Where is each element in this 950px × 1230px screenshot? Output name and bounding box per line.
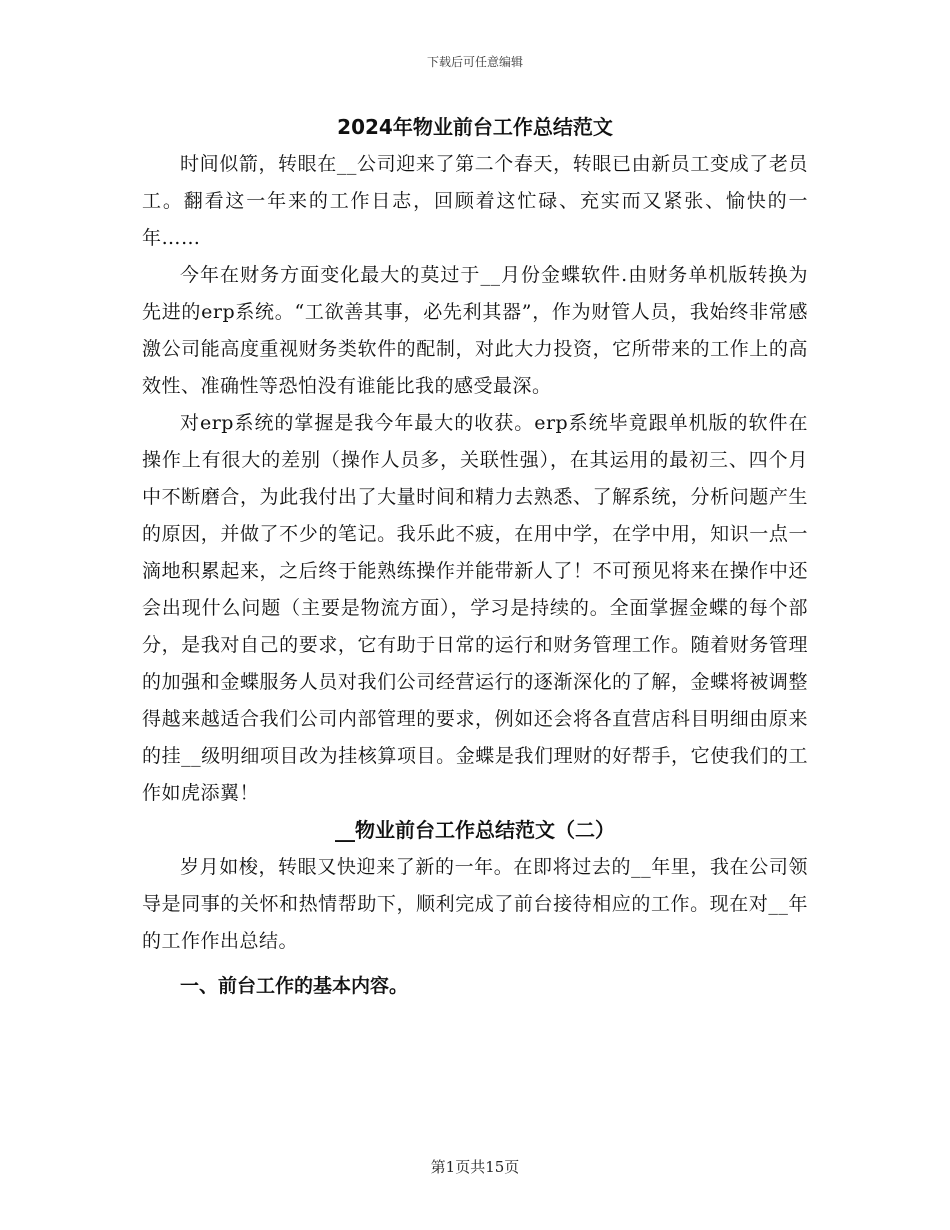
- page-number: 第1页共15页: [430, 1158, 520, 1176]
- header-note: 下载后可任意编辑: [426, 55, 523, 69]
- paragraph: 时间似箭，转眼在__公司迎来了第二个春天，转眼已由新员工变成了老员工。翻看这一年来的工作日志，回顾着这忙碌、充实而又紧张、愉快的一年……: [142, 153, 808, 249]
- section-heading: 一、前台工作的基本内容。: [180, 975, 409, 997]
- document-body: [142, 110, 808, 1005]
- document-title: 2024年物业前台工作总结范文: [337, 115, 613, 139]
- paragraph: 对erp系统的掌握是我今年最大的收获。erp系统毕竟跟单机版的软件在操作上有很大的差别（操作人员多，关联性强），在其运用的最初三、四个月中不断磨合，为此我付出了大量时间和精力去熟悉、了解系统，分析问题产生的原因，并做了不少的笔记。我乐此不疲，在用中学，在学中用，知识一点一滴地积累起来，之后终于能熟练操作并能带新人了！不可预见将来在操作中还会出现什么问题（主要是物流方面），学习是持续的。全面掌握金蝶的每个部分，是我对自己的要求，它有助于日常的运行和财务管理工作。随着财务管理的加强和金蝶服务人员对我们公司经营运行的逐渐深化的了解，金蝶将被调整得越来越适合我们公司内部管理的要求，例如还会将各直营店科目明细由原来的挂__级明细项目改为挂核算项目。金蝶是我们理财的好帮手，它使我们的工作如虎添翼！: [142, 412, 808, 804]
- section-title: __物业前台工作总结范文（二）: [335, 818, 615, 842]
- paragraph: 岁月如梭，转眼又快迎来了新的一年。在即将过去的__年里，我在公司领导是同事的关怀和热情帮助下，顺利完成了前台接待相应的工作。现在对__年的工作作出总结。: [142, 856, 808, 952]
- paragraph: 今年在财务方面变化最大的莫过于__月份金蝶软件.由财务单机版转换为先进的erp系统。“工欲善其事，必先利其器”，作为财管人员，我始终非常感激公司能高度重视财务类软件的配制，对此大力投资，它所带来的工作上的高效性、准确性等恐怕没有谁能比我的感受最深。: [142, 264, 808, 397]
